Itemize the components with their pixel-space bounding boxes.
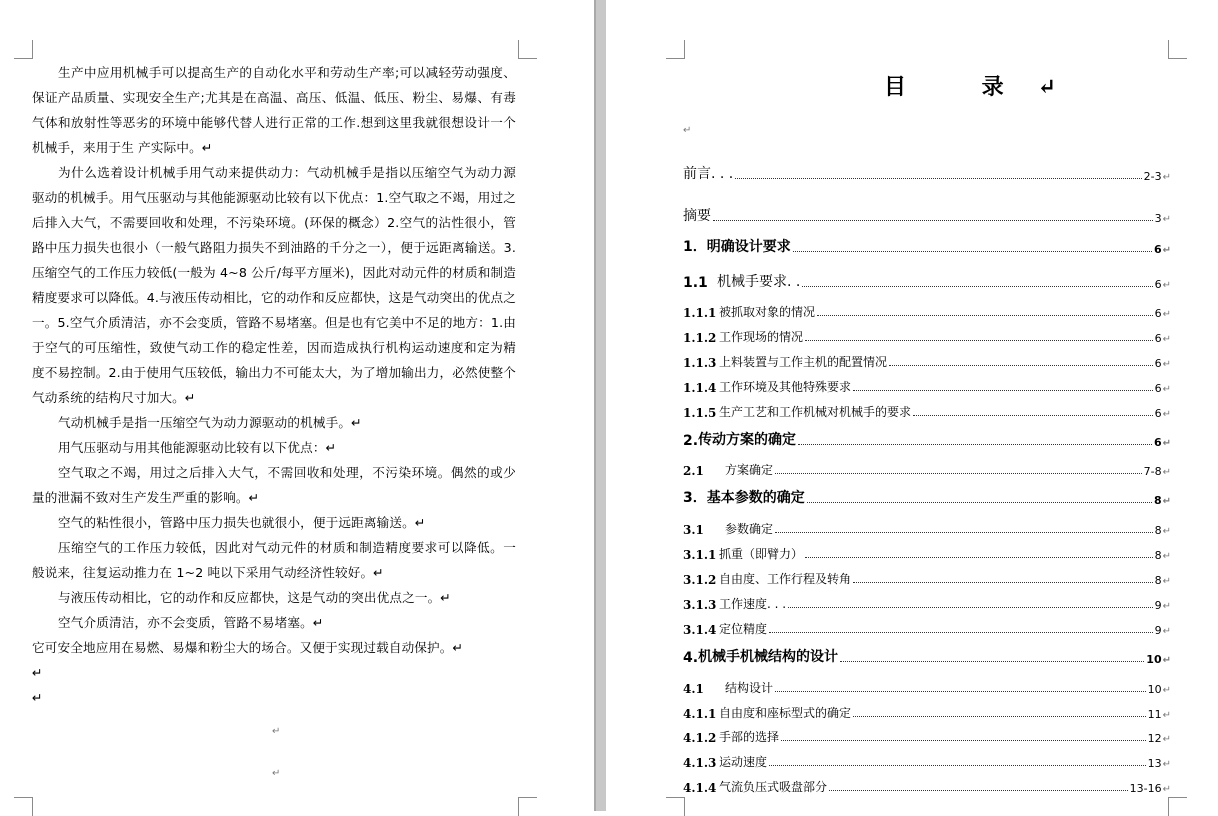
toc-entry[interactable] — [683, 725, 1171, 745]
toc-entry-number: 4.1.3 — [683, 756, 717, 770]
paragraph-mark: ↵ — [1162, 334, 1171, 345]
paragraph-mark: ↵ — [1162, 280, 1171, 291]
toc-entry-number: 4.1.2 — [683, 731, 717, 745]
toc-entry-number: 1.1.1 — [683, 306, 717, 320]
toc-leader-dots — [805, 557, 1153, 558]
paragraph-mark: ↵ — [1162, 496, 1171, 507]
toc-entry[interactable] — [683, 205, 1171, 225]
body-paragraph: 空气介质清洁，亦不会变质，管路不易堵塞。↵ — [58, 615, 324, 630]
toc-entry[interactable] — [683, 646, 1171, 666]
toc-entry[interactable] — [683, 300, 1171, 320]
crop-mark-top-right — [518, 40, 537, 59]
toc-page-number: 10 — [1147, 683, 1162, 696]
toc-entry-label: 参数确定 — [725, 522, 774, 536]
toc-entry-label: 手部的选择 — [719, 730, 780, 744]
toc-entry-number: 1.1.3 — [683, 356, 717, 370]
paragraph-mark: ↵ — [1162, 655, 1171, 666]
toc-page-number: 6 — [1154, 307, 1162, 320]
toc-entry-label: 基本参数的确定 — [706, 490, 805, 506]
toc-entry-number: 4.1.4 — [683, 781, 717, 795]
toc-entry-label: 机械手要求. . — [717, 274, 801, 290]
toc-entry[interactable] — [683, 517, 1171, 537]
toc-entry-label: 前言. . . — [683, 166, 734, 182]
body-paragraph: 空气取之不竭，用过之后排入大气，不需回收和处理，不污染环境。偶然的或少量的泄漏不致对生产发生严重的影响。↵ — [32, 465, 516, 505]
crop-mark-top-right — [1168, 40, 1187, 59]
toc-leader-dots — [817, 315, 1153, 316]
toc-leader-dots — [840, 661, 1144, 662]
toc-page-number: 8 — [1154, 549, 1162, 562]
toc-entry[interactable] — [683, 325, 1171, 345]
toc-entry[interactable] — [683, 617, 1171, 637]
paragraph-mark: ↵ — [1162, 576, 1171, 587]
paragraph-mark: ↵ — [1162, 759, 1171, 770]
toc-entry-number: 1.1.4 — [683, 381, 717, 395]
toc-entry-label: 明确设计要求 — [706, 239, 791, 255]
toc-entry-label: 被抓取对象的情况 — [719, 305, 816, 319]
paragraph-mark: ↵ — [1162, 685, 1171, 696]
body-paragraph: 与液压传动相比，它的动作和反应都快，这是气动的突出优点之一。↵ — [58, 590, 452, 605]
toc-entry-number: 3.1.4 — [683, 623, 717, 637]
paragraph-mark: ↵ — [683, 125, 692, 136]
paragraph-mark: ↵ — [1162, 710, 1171, 721]
toc-leader-dots — [781, 740, 1146, 741]
paragraph-mark: ↵ — [1162, 626, 1171, 637]
toc-entry-number: 2. — [683, 433, 699, 449]
toc-entry-number: 4. — [683, 650, 699, 666]
toc-entry[interactable] — [683, 567, 1171, 587]
paragraph-mark: ↵ — [1162, 359, 1171, 370]
toc-page-number: 6 — [1154, 332, 1162, 345]
paragraph-mark: ↵ — [1162, 526, 1171, 537]
toc-leader-dots — [713, 220, 1153, 221]
toc-leader-dots — [793, 251, 1152, 252]
toc-entry[interactable] — [683, 676, 1171, 696]
paragraph-mark: ↵ — [1162, 601, 1171, 612]
body-paragraph: 生产中应用机械手可以提高生产的自动化水平和劳动生产率;可以减轻劳动强度、保证产品质量、实现安全生产;尤其是在高温、高压、低温、低压、粉尘、易爆、有毒气体和放射性等恶劣的环境中能够代替人进行正常的工作.想到这里我就很想设计一个机械手，来用于生 产实际中。↵ — [32, 65, 516, 155]
toc-entry[interactable] — [683, 429, 1171, 449]
toc-entry[interactable] — [683, 487, 1171, 507]
toc-entry[interactable] — [683, 375, 1171, 395]
toc-page-number: 6 — [1154, 407, 1162, 420]
toc-entry-label: 传动方案的确定 — [698, 432, 797, 448]
toc-page-number: 6 — [1154, 278, 1162, 291]
toc-entry-number: 1.1.2 — [683, 331, 717, 345]
toc-entry-label: 结构设计 — [725, 681, 774, 695]
toc-entry[interactable] — [683, 350, 1171, 370]
body-paragraph: 为什么选着设计机械手用气动来提供动力：气动机械手是指以压缩空气为动力源驱动的机械手。用气压驱动与其他能源驱动比较有以下优点：1.空气取之不竭，用过之后排入大气，不需要回收和处理，不污染环境。(环保的概念）2.空气的沾性很小，管路中压力损失也很小（一般气路阻力损失不到油路的千分之一），便于远距离输送。3.压缩空气的工作压力较低(一般为 4~8 公斤/每平方厘米)，因此对动元件的材质和制造精度要求可以降低。4.与液压传动相比，它的动作和反应都快，这是气动突出的优点之一。5.空气介质清洁，亦不会变质，管路不易堵塞。但是也有它美中不足的地方：1.由于空气的可压缩性，致使气动工作的稳定性差，因而造成执行机构运动速度和定为精度不易控制。2.由于使用气压较低，输出力不可能太大，为了增加输出力，必然使整个气动系统的结构尺寸加大。↵ — [32, 165, 516, 405]
body-paragraph: ↵ — [32, 690, 43, 705]
toc-leader-dots — [798, 444, 1152, 445]
toc-leader-dots — [775, 473, 1142, 474]
toc-page-number: 9 — [1154, 599, 1162, 612]
toc-entry-label: 气流负压式吸盘部分 — [719, 780, 828, 794]
toc-leader-dots — [853, 582, 1153, 583]
toc-leader-dots — [769, 765, 1146, 766]
body-paragraph: ↵ — [32, 665, 43, 680]
paragraph-mark: ↵ — [1162, 384, 1171, 395]
toc-entry-label: 工作速度. . . — [719, 597, 787, 611]
toc-entry[interactable] — [683, 592, 1171, 612]
toc-entry-label: 方案确定 — [725, 463, 774, 477]
crop-mark-top-left — [14, 40, 33, 59]
toc-leader-dots — [853, 716, 1146, 717]
paragraph-mark: ↵ — [1162, 734, 1171, 745]
toc-entry[interactable] — [683, 236, 1171, 256]
toc-entry[interactable] — [683, 750, 1171, 770]
body-paragraph: 用气压驱动与用其他能源驱动比较有以下优点：↵ — [58, 440, 337, 455]
toc-leader-dots — [807, 502, 1152, 503]
toc-leader-dots — [775, 691, 1146, 692]
toc-page-number: 10 — [1146, 653, 1162, 666]
toc-entry[interactable] — [683, 163, 1171, 183]
toc-leader-dots — [913, 415, 1153, 416]
paragraph-mark: ↵ — [272, 726, 281, 737]
toc-entry[interactable] — [683, 458, 1171, 478]
toc-leader-dots — [735, 178, 1141, 179]
toc-entry-label: 自由度、工作行程及转角 — [719, 572, 852, 586]
toc-leader-dots — [788, 607, 1153, 608]
toc-leader-dots — [802, 286, 1152, 287]
toc-entry[interactable] — [683, 775, 1171, 795]
paragraph-mark: ↵ — [1162, 784, 1171, 795]
toc-page-number: 8 — [1153, 494, 1162, 507]
toc-entry-label: 定位精度 — [719, 622, 768, 636]
paragraph-mark: ↵ — [1162, 551, 1171, 562]
toc-entry-number: 1.1 — [683, 275, 708, 291]
toc-page-number: 11 — [1147, 708, 1162, 721]
toc-entry-number: 3.1.3 — [683, 598, 717, 612]
paragraph-mark: ↵ — [1162, 438, 1171, 449]
body-paragraph: 气动机械手是指一压缩空气为动力源驱动的机械手。↵ — [58, 415, 362, 430]
toc-leader-dots — [829, 790, 1128, 791]
toc-entry-label: 自由度和座标型式的确定 — [719, 706, 852, 720]
crop-mark-bottom-right — [1168, 797, 1187, 816]
toc-page-number: 6 — [1154, 382, 1162, 395]
toc-entry[interactable] — [683, 271, 1171, 291]
toc-entry-number: 2.1 — [683, 464, 704, 478]
paragraph-mark: ↵ — [1162, 172, 1171, 183]
toc-entry-number: 3.1.1 — [683, 548, 717, 562]
toc-entry-label: 摘要 — [683, 208, 711, 224]
body-paragraph: 压缩空气的工作压力较低，因此对气动元件的材质和制造精度要求可以降低。一般说来，往复运动推力在 1~2 吨以下采用气动经济性较好。↵ — [32, 540, 516, 580]
paragraph-mark: ↵ — [1162, 409, 1171, 420]
toc-entry[interactable] — [683, 400, 1171, 420]
toc-entry-label: 生产工艺和工作机械对机械手的要求 — [719, 405, 912, 419]
paragraph-mark: ↵ — [272, 768, 281, 779]
toc-entry-label: 上料装置与工作主机的配置情况 — [719, 355, 888, 369]
crop-mark-bottom-left — [14, 797, 33, 816]
crop-mark-bottom-left — [666, 797, 685, 816]
toc-page-number: 13 — [1147, 757, 1162, 770]
toc-entry-label: 机械手机械结构的设计 — [698, 649, 839, 665]
toc-title: 目 录↵ — [884, 74, 1091, 100]
toc-page-number: 13-16 — [1129, 782, 1162, 795]
toc-page-number: 3 — [1154, 212, 1162, 225]
paragraph-mark: ↵ — [1162, 214, 1171, 225]
page-gap — [594, 0, 606, 811]
toc-entry-number: 4.1.1 — [683, 707, 717, 721]
toc-page-number: 6 — [1154, 357, 1162, 370]
toc-entry[interactable] — [683, 542, 1171, 562]
toc-entry[interactable] — [683, 701, 1171, 721]
body-paragraph: 空气的粘性很小，管路中压力损失也就很小，便于远距离输送。↵ — [58, 515, 426, 530]
toc-entry-number: 1.1.5 — [683, 406, 717, 420]
body-paragraph: 它可安全地应用在易燃、易爆和粉尘大的场合。又便于实现过载自动保护。↵ — [32, 640, 464, 655]
crop-mark-bottom-right — [518, 797, 537, 816]
toc-entry-label: 抓重（即臂力） — [719, 547, 804, 561]
toc-entry-number: 3.1.2 — [683, 573, 717, 587]
toc-page-number: 6 — [1153, 436, 1162, 449]
toc-leader-dots — [889, 365, 1153, 366]
toc-leader-dots — [805, 340, 1153, 341]
toc-entry-label: 工作环境及其他特殊要求 — [719, 380, 852, 394]
toc-entry-number: 4.1 — [683, 682, 704, 696]
toc-leader-dots — [853, 390, 1153, 391]
toc-page-number: 6 — [1153, 243, 1162, 256]
crop-mark-top-left — [666, 40, 685, 59]
toc-entry-label: 工作现场的情况 — [719, 330, 804, 344]
toc-entry-number: 3． — [683, 490, 707, 506]
toc-leader-dots — [775, 532, 1153, 533]
toc-page-number: 12 — [1147, 732, 1162, 745]
toc-entry-number: 3.1 — [683, 523, 704, 537]
toc-entry-number: 1． — [683, 239, 707, 255]
paragraph-mark: ↵ — [1162, 467, 1171, 478]
paragraph-mark: ↵ — [1162, 245, 1171, 256]
toc-page-number: 9 — [1154, 624, 1162, 637]
toc-page-number: 8 — [1154, 574, 1162, 587]
toc-page-number: 2-3 — [1143, 170, 1162, 183]
toc-page-number: 7-8 — [1143, 465, 1162, 478]
paragraph-mark: ↵ — [1162, 309, 1171, 320]
toc-entry-label: 运动速度 — [719, 755, 768, 769]
toc-page-number: 8 — [1154, 524, 1162, 537]
toc-leader-dots — [769, 632, 1153, 633]
